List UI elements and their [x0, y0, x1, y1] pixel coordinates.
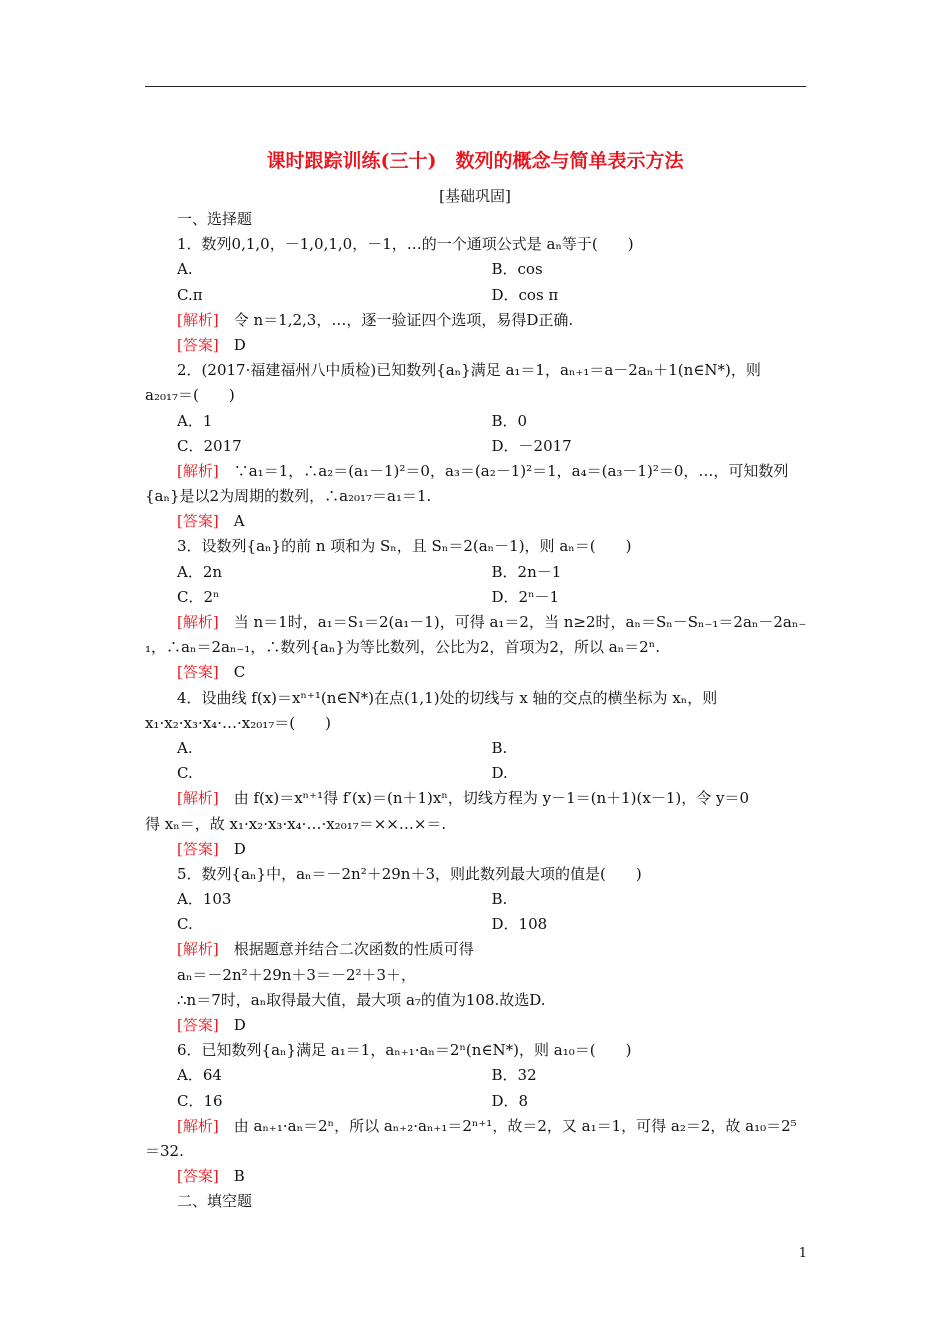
analysis-text: 当 n＝1时，a₁＝S₁＝2(a₁－1)，可得 a₁＝2，当 n≥2时，aₙ＝Sₙ－Sₙ₋₁＝2aₙ－2aₙ₋	[233, 613, 807, 631]
question-6-analysis	[145, 1114, 806, 1139]
question-1-options-row	[145, 257, 806, 282]
question-5-analysis-cont: ∴n＝7时，aₙ取得最大值，最大项 a₇的值为108.故选D.	[177, 990, 546, 1009]
analysis-tag: [解析]	[177, 613, 219, 631]
option-d: D．108	[491, 915, 548, 934]
answer-tag: [答案]	[177, 335, 219, 354]
page-title: 课时跟踪训练(三十) 数列的概念与简单表示方法	[266, 150, 684, 172]
analysis-tag: [解析]	[177, 1116, 219, 1135]
analysis-text: 令 n＝1,2,3，…，逐一验证四个选项，易得D正确.	[233, 310, 574, 329]
analysis-tag: [解析]	[177, 310, 219, 329]
question-4-answer	[145, 837, 806, 862]
question-4-stem: 4．设曲线 f(x)＝xⁿ⁺¹(n∈N*)在点(1,1)处的切线与 x 轴的交点的横坐标为 xₙ，则	[177, 688, 718, 707]
option-a: A．1	[177, 411, 213, 430]
question-2-analysis-cont: {aₙ}是以2为周期的数列，∴a₂₀₁₇＝a₁＝1.	[145, 487, 432, 506]
question-5-options-row	[145, 887, 806, 912]
answer-tag: [答案]	[177, 512, 219, 531]
question-4-stem-cont: x₁·x₂·x₃·x₄·…·x₂₀₁₇＝( )	[145, 713, 331, 732]
question-5-options-row	[145, 912, 806, 937]
question-5-analysis-cont: aₙ＝－2n²＋29n＋3＝－2²＋3＋，	[177, 965, 417, 984]
option-b: B．0	[491, 411, 528, 430]
answer-tag: [答案]	[177, 1016, 219, 1034]
option-d: D．8	[491, 1091, 529, 1110]
question-2-answer	[145, 509, 806, 534]
question-3-analysis-cont: ₁，∴aₙ＝2aₙ₋₁，∴数列{aₙ}为等比数列，公比为2，首项为2，所以 aₙ＝2ⁿ.	[145, 638, 660, 657]
question-6-options-row	[145, 1063, 806, 1088]
question-5-stem: 5．数列{aₙ}中，aₙ＝－2n²＋29n＋3，则此数列最大项的值是( )	[177, 864, 642, 883]
question-1-options-row	[145, 283, 806, 308]
option-a: A.	[177, 260, 193, 279]
analysis-text: 根据题意并结合二次函数的性质可得	[233, 940, 474, 959]
question-3-options-row	[145, 560, 806, 585]
answer-text: D	[233, 839, 246, 858]
question-6-answer	[145, 1164, 806, 1189]
answer-tag: [答案]	[177, 663, 219, 682]
option-c: C.	[177, 764, 193, 783]
question-3-analysis	[145, 610, 806, 635]
analysis-tag: [解析]	[177, 940, 219, 959]
answer-text: D	[233, 335, 246, 354]
question-2-options-row	[145, 434, 806, 459]
question-4-analysis-cont: 得 xₙ＝，故 x₁·x₂·x₃·x₄·…·x₂₀₁₇＝××…×＝.	[145, 814, 447, 833]
option-b: B．32	[491, 1066, 537, 1085]
question-4-options-row	[145, 761, 806, 786]
answer-tag: [答案]	[177, 839, 219, 858]
option-b: B．cos	[491, 260, 543, 279]
question-1-answer	[145, 333, 806, 358]
question-3-stem: 3．设数列{aₙ}的前 n 项和为 Sₙ，且 Sₙ＝2(aₙ－1)，则 aₙ＝( )	[177, 537, 632, 556]
option-b: B.	[491, 890, 508, 909]
answer-text: A	[233, 512, 245, 531]
option-c: C．2ⁿ	[177, 587, 220, 606]
analysis-tag: [解析]	[177, 461, 219, 480]
question-1-stem: 1．数列0,1,0，－1,0,1,0，－1，…的一个通项公式是 aₙ等于( )	[177, 235, 634, 254]
analysis-text: 由 aₙ₊₁·aₙ＝2ⁿ，所以 aₙ₊₂·aₙ₊₁＝2ⁿ⁺¹，故＝2，又 a₁＝1，可得 a₂＝2，故 a₁₀＝2⁵	[233, 1116, 797, 1135]
option-d: D．cos π	[491, 285, 559, 304]
option-a: A．64	[177, 1066, 222, 1085]
question-6-stem: 6．已知数列{aₙ}满足 a₁＝1，aₙ₊₁·aₙ＝2ⁿ(n∈N*)，则 a₁₀＝( )	[177, 1041, 632, 1060]
answer-text: C	[233, 663, 246, 682]
question-3-answer	[145, 660, 806, 685]
question-5-analysis	[145, 937, 806, 962]
option-a: A．103	[177, 890, 232, 909]
option-c: C．16	[177, 1091, 223, 1110]
answer-text: B	[233, 1167, 245, 1186]
option-d: D.	[491, 764, 508, 783]
answer-tag: [答案]	[177, 1167, 219, 1186]
option-a: A.	[177, 738, 193, 757]
option-c: C.π	[177, 285, 203, 304]
question-2-stem-cont: a₂₀₁₇＝( )	[145, 386, 235, 405]
page-number: 1	[798, 1246, 807, 1261]
question-3-options-row	[145, 585, 806, 610]
question-4-analysis	[145, 786, 806, 811]
option-c: C．2017	[177, 436, 242, 455]
main-content	[145, 207, 806, 1215]
section-subtitle: [基础巩固]	[439, 187, 511, 205]
analysis-text: 由 f(x)＝xⁿ⁺¹得 f′(x)＝(n＋1)xⁿ，切线方程为 y－1＝(n＋1)(x－1)，令 y＝0	[233, 789, 750, 808]
question-2-analysis	[145, 459, 806, 484]
option-c: C.	[177, 915, 193, 934]
section-heading-choice: 一、选择题	[177, 210, 253, 228]
option-a: A．2n	[177, 562, 223, 581]
option-b: B．2n－1	[491, 562, 562, 581]
option-d: D．－2017	[491, 436, 572, 455]
question-6-options-row	[145, 1089, 806, 1114]
question-2-options-row	[145, 409, 806, 434]
option-d: D．2ⁿ－1	[491, 587, 560, 606]
analysis-tag: [解析]	[177, 789, 219, 808]
question-1-analysis	[145, 308, 806, 333]
question-6-analysis-cont: ＝32.	[145, 1141, 184, 1160]
answer-text: D	[233, 1016, 246, 1034]
header-rule	[145, 86, 806, 87]
question-5-answer	[145, 1013, 806, 1038]
question-4-options-row	[145, 736, 806, 761]
section-heading-fill: 二、填空题	[177, 1192, 253, 1211]
question-2-stem: 2．(2017·福建福州八中质检)已知数列{aₙ}满足 a₁＝1，aₙ₊₁＝a－2aₙ＋1(n∈N*)，则	[177, 361, 761, 380]
analysis-text: ∵a₁＝1，∴a₂＝(a₁－1)²＝0，a₃＝(a₂－1)²＝1，a₄＝(a₃－1)²＝0，…，可知数列	[233, 461, 789, 480]
option-b: B.	[491, 738, 508, 757]
